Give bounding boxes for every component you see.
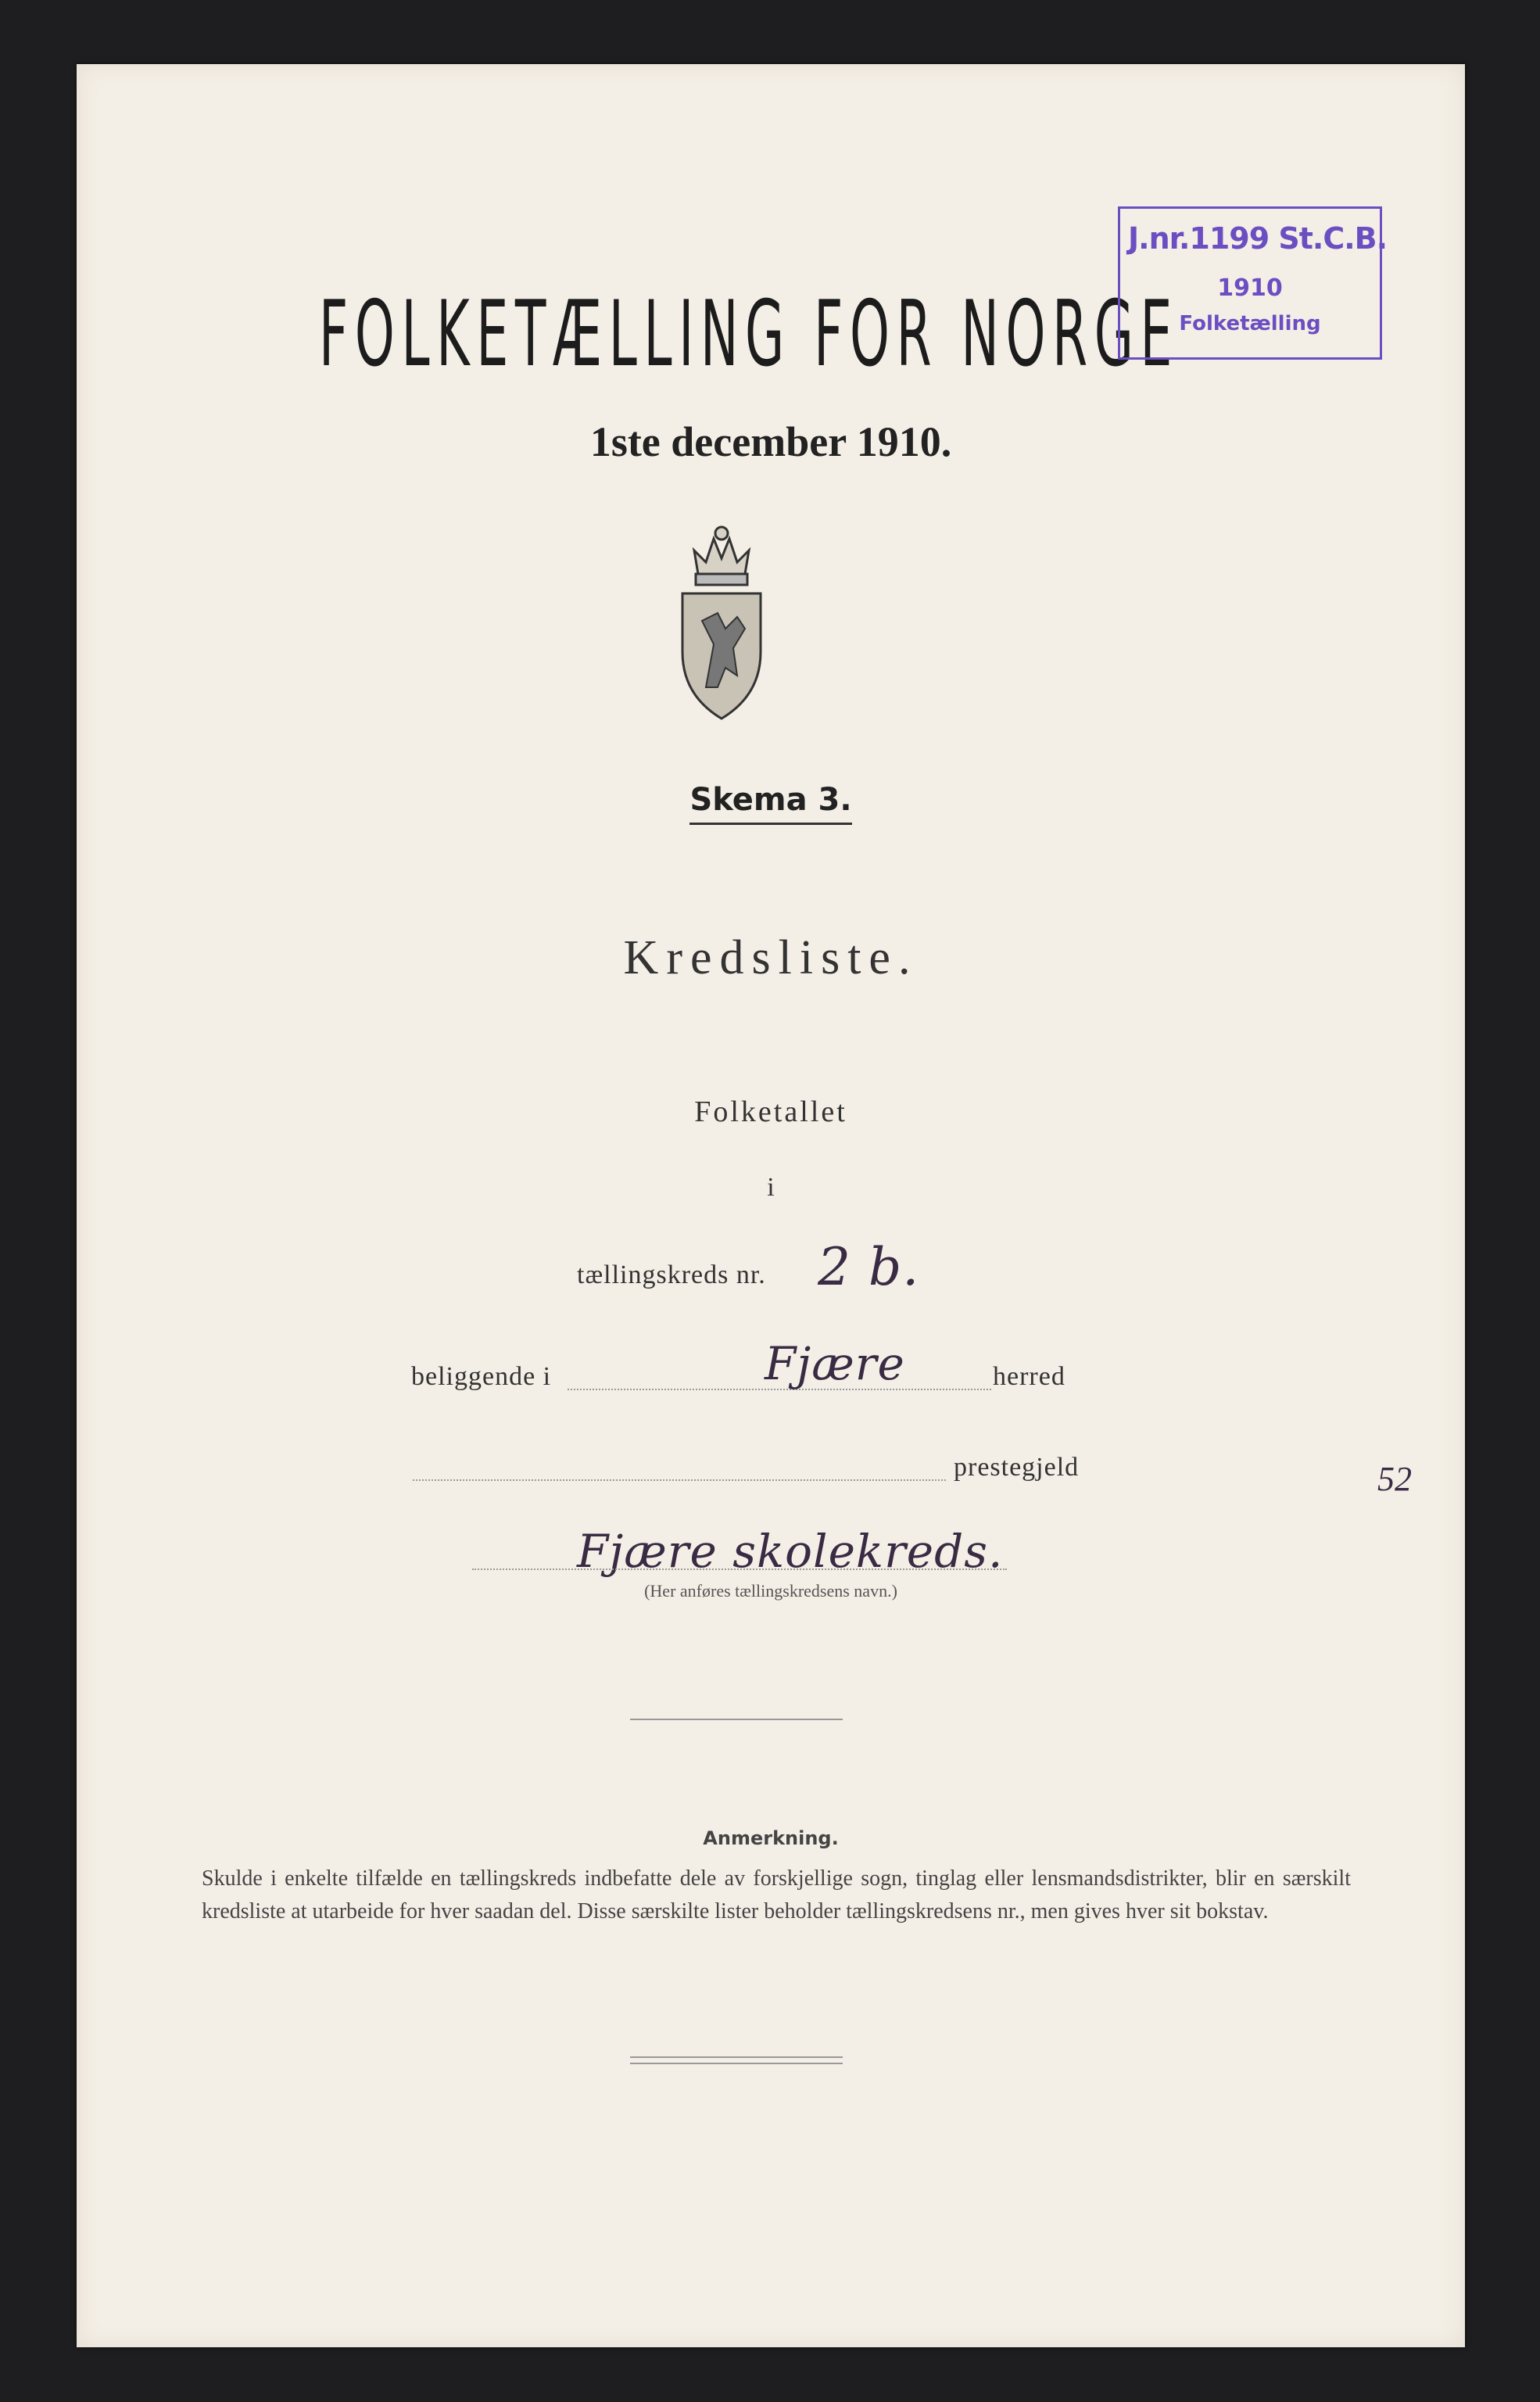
kreds-name-note: (Her anføres tællingskredsens navn.) — [644, 1581, 897, 1601]
divider — [630, 1719, 843, 1720]
stamp-journal-number: J.nr.1199 St.C.B. — [1128, 221, 1388, 256]
coat-of-arms-icon — [671, 519, 772, 722]
intro-label: Folketallet — [694, 1095, 847, 1128]
stamp-year: 1910 — [1217, 274, 1283, 302]
margin-note: 52 — [1377, 1460, 1412, 1498]
kreds-label: tællingskreds nr. — [577, 1260, 766, 1289]
prestegjeld-suffix: prestegjeld — [954, 1453, 1080, 1482]
preposition-label: i — [767, 1173, 775, 1202]
bottom-divider — [630, 2056, 843, 2058]
document-page — [77, 64, 1465, 2347]
remark-text: Skulde i enkelte tilfælde en tællingskreds indbefatte dele av forskjellige sogn, tinglag eller lensmandsdistrikter, blir en særskilt kredsliste at utarbeide for hver saadan del. Disse særskilte lister beholder tællingskredsens nr., men gives hver sit bokstav. — [202, 1866, 1351, 1923]
kreds-name-line — [472, 1568, 1007, 1570]
bottom-divider-2 — [630, 2063, 843, 2064]
prestegjeld-line — [413, 1479, 946, 1481]
herred-value: Fjære — [765, 1337, 905, 1390]
remark-title: Anmerkning. — [703, 1827, 839, 1849]
herred-prefix: beliggende i — [411, 1362, 552, 1391]
kreds-number-value: 2 b. — [818, 1237, 920, 1297]
herred-suffix: herred — [993, 1362, 1065, 1391]
census-date: 1ste december 1910. — [589, 418, 952, 465]
document-type: Kredsliste. — [623, 931, 919, 984]
kreds-name-value: Fjære skolekreds. — [577, 1525, 1004, 1578]
stamp-label: Folketælling — [1179, 312, 1321, 335]
schema-number: Skema 3. — [77, 782, 1465, 818]
document-title: FOLKETÆLLING FOR NORGE — [319, 281, 1180, 387]
archive-stamp — [1118, 206, 1388, 360]
